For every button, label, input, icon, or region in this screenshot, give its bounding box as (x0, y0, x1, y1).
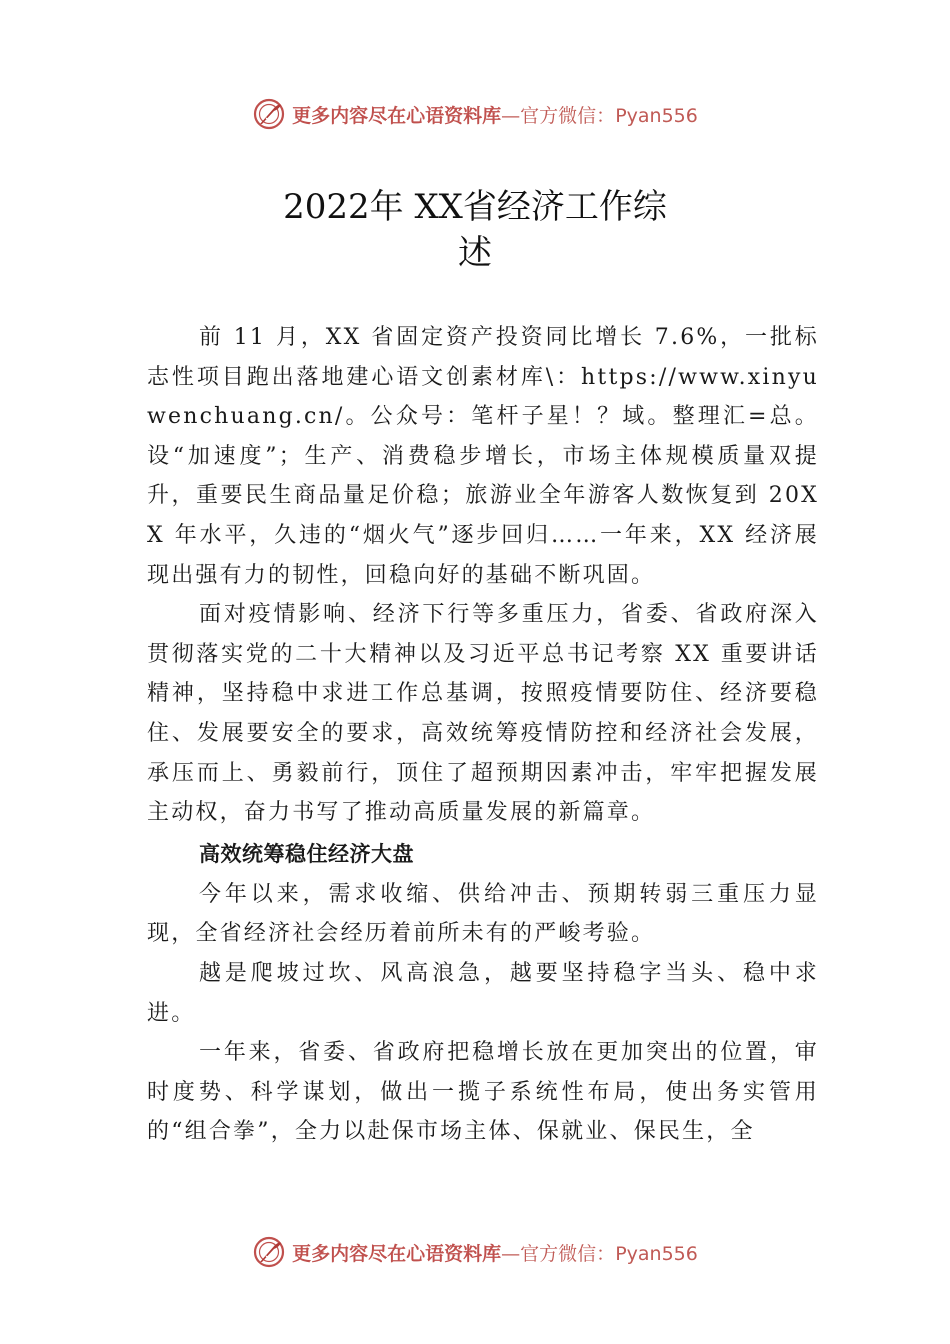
watermark-brand: Pyan556 (615, 104, 698, 127)
document-body (147, 318, 819, 1152)
watermark-rest: —官方微信： (501, 1242, 616, 1265)
watermark-bold: 更多内容尽在心语资料库 (292, 1242, 502, 1265)
paragraph: 一年来，省委、省政府把稳增长放在更加突出的位置，审时度势、科学谋划，做出一揽子系统性布局，使出务实管用的“组合拳”，全力以赴保市场主体、保就业、保民生，全 (147, 1040, 819, 1145)
paragraph: 面对疫情影响、经济下行等多重压力，省委、省政府深入贯彻落实党的二十大精神以及习近平总书记考察 XX 重要讲话精神，坚持稳中求进工作总基调，按照疫情要防住、经济要稳住、发展要安全的要求，高效统筹疫情防控和经济社会发展，承压而上、勇毅前行，顶住了超预期因素冲击，牢牢把握发展主动权，奋力书写了推动高质量发展的新篇章。 (147, 602, 819, 826)
header-watermark (0, 92, 950, 136)
watermark-bold: 更多内容尽在心语资料库 (292, 104, 502, 127)
watermark-text (292, 1239, 698, 1266)
paragraph: 越是爬坡过坎、风高浪急，越要坚持稳字当头、稳中求进。 (147, 960, 819, 1026)
quill-logo-icon (252, 1235, 286, 1269)
watermark-text (292, 101, 698, 128)
paragraph: 前 11 月，XX 省固定资产投资同比增长 7.6%，一批标志性项目跑出落地建心语文创素材库\：https://www.xinyuwenchuang.cn/。公众号：笔杆子星！？域。整理汇=总。设“加速度”；生产、消费稳步增长，市场主体规模质量双提升，重要民生商品量足价稳；旅游业全年游客人数恢复到 20XX 年水平，久违的“烟火气”逐步回归……一年来，XX 经济展现出强有力的韧性，回稳向好的基础不断巩固。 (147, 325, 819, 588)
footer-watermark (0, 1230, 950, 1274)
watermark-brand: Pyan556 (615, 1242, 698, 1265)
watermark-rest: —官方微信： (501, 104, 616, 127)
title-line-1: 2022年 XX省经济工作综 (283, 187, 667, 227)
title-line-2: 述 (458, 233, 492, 273)
section-heading: 高效统筹稳住经济大盘 (199, 841, 414, 866)
quill-logo-icon (252, 97, 286, 131)
paragraph: 今年以来，需求收缩、供给冲击、预期转弱三重压力显现，全省经济社会经历着前所未有的严峻考验。 (147, 881, 819, 947)
page-title (0, 184, 950, 276)
